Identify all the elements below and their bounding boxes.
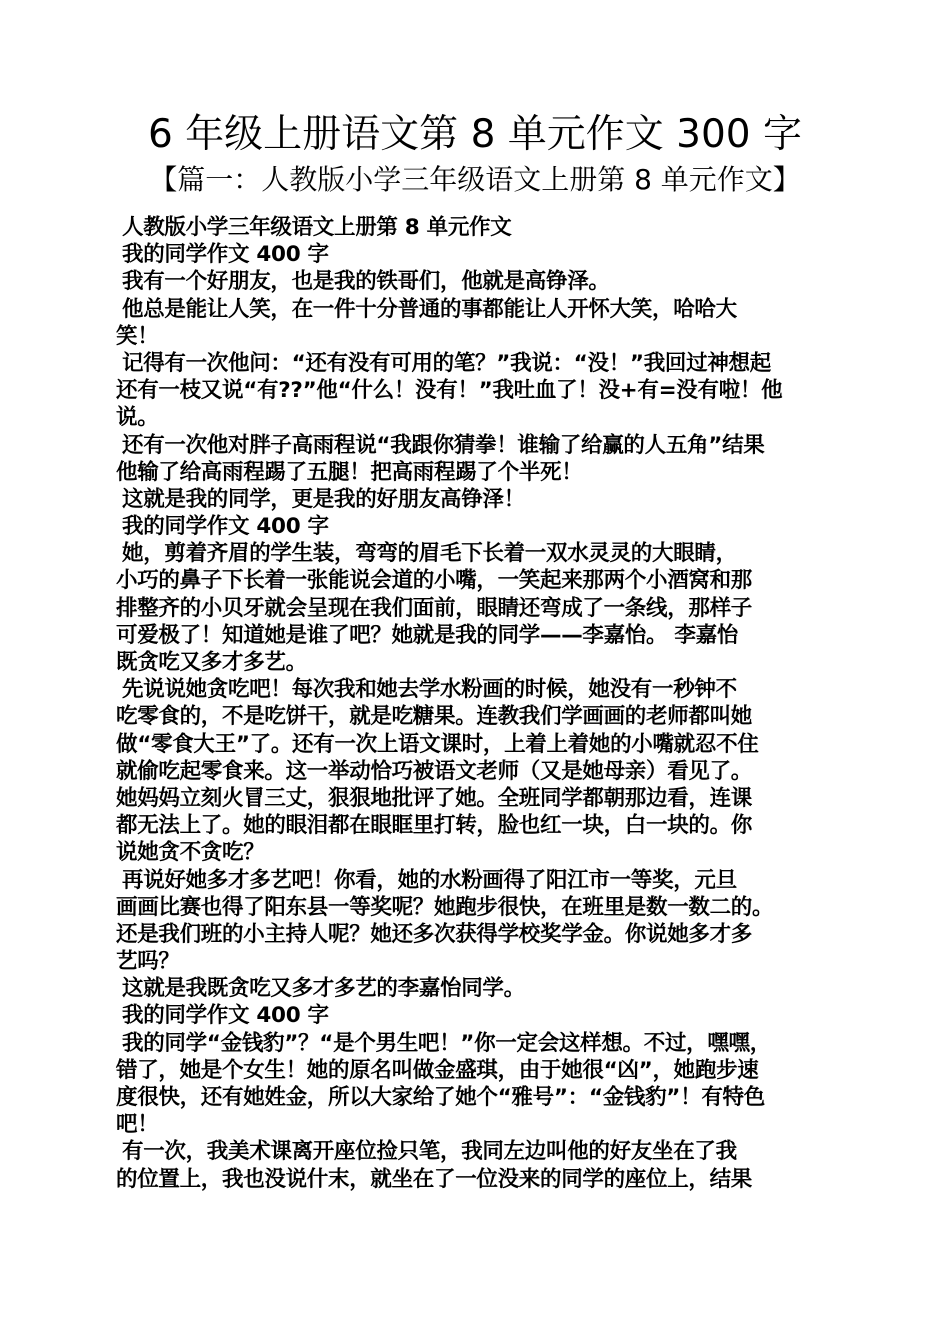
text-line: 人教版小学三年级语文上册第 8 单元作文: [122, 215, 512, 240]
text-line: 我的同学“金钱豹”？“是个男生吧！”你一定会这样想。不过，嘿嘿，: [122, 1030, 771, 1056]
text-line: 做“零食大王”了。还有一次上语文课时，上着上着她的小嘴就忍不住: [116, 731, 759, 757]
text-line: 吃零食的，不是吃饼干，就是吃糖果。连教我们学画画的老师都叫她: [116, 704, 753, 730]
text-line: 还有一次他对胖子高雨程说“我跟你猜拳！谁输了给赢的人五角”结果: [122, 432, 765, 458]
text-line: 他总是能让人笑，在一件十分普通的事都能让人开怀大笑，哈哈大: [122, 296, 737, 322]
text-line: 可爱极了！知道她是谁了吧？她就是我的同学——李嘉怡。 李嘉怡: [116, 622, 738, 648]
text-line: 我的同学作文 400 字: [122, 514, 329, 540]
text-line: 还是我们班的小主持人呢？她还多次获得学校奖学金。你说她多才多: [116, 921, 753, 947]
text-line: 他输了给高雨程踢了五腿！把高雨程踢了个半死！: [116, 459, 583, 485]
text-line: 都无法上了。她的眼泪都在眼眶里打转，脸也红一块，白一块的。你: [116, 813, 753, 839]
text-line: 先说说她贪吃吧！每次我和她去学水粉画的时候，她没有一秒钟不: [122, 677, 737, 703]
text-line: 说。: [116, 405, 159, 431]
text-line: 这就是我的同学，更是我的好朋友高铮泽！: [122, 486, 525, 512]
text-line: 的位置上，我也没说什末，就坐在了一位没来的同学的座位上，结果: [116, 1166, 753, 1192]
text-line: 我的同学作文 400 字: [122, 242, 329, 268]
text-line: 她妈妈立刻火冒三丈，狠狠地批评了她。全班同学都朝那边看，连课: [116, 785, 753, 811]
text-line: 错了，她是个女生！她的原名叫做金盛琪，由于她很“凶”，她跑步速: [116, 1057, 759, 1083]
text-line: 既贪吃又多才多艺。: [116, 650, 307, 675]
text-line: 这就是我既贪吃又多才多艺的李嘉怡同学。: [122, 976, 525, 1002]
text-line: 艺吗？: [116, 949, 180, 975]
document-subtitle: 【篇一：人教版小学三年级语文上册第 8 单元作文】: [149, 163, 801, 196]
text-line: 有一次，我美术课离开座位捡只笔，我同左边叫他的好友坐在了我: [122, 1139, 737, 1165]
text-line: 记得有一次他问：“还有没有可用的笔？”我说：“没！”我回过神想起: [122, 350, 771, 376]
text-line: 还有一枝又说“有??”他“什么！没有！”我吐血了！没+有=没有啦！他: [116, 378, 783, 404]
document-title: 6 年级上册语文第 8 单元作文 300 字: [147, 112, 803, 157]
text-line: 吧！: [116, 1112, 159, 1138]
text-line: 我的同学作文 400 字: [122, 1003, 329, 1029]
text-line: 就偷吃起零食来。这一举动恰巧被语文老师（又是她母亲）看见了。: [116, 758, 753, 784]
text-line: 排整齐的小贝牙就会呈现在我们面前，眼睛还弯成了一条线，那样子: [116, 595, 753, 621]
text-line: 再说好她多才多艺吧！你看，她的水粉画得了阳江市一等奖，元旦: [122, 867, 737, 893]
text-line: 画画比赛也得了阳东县一等奖呢？她跑步很快，在班里是数一数二的。: [116, 894, 774, 920]
text-line: 度很快，还有她姓金，所以大家给了她个“雅号”：“金钱豹”！有特色: [116, 1085, 765, 1110]
text-line: 小巧的鼻子下长着一张能说会道的小嘴，一笑起来那两个小酒窝和那: [116, 568, 753, 594]
text-line: 笑！: [116, 323, 159, 349]
text-line: 说她贪不贪吃？: [116, 840, 265, 866]
document-body: [116, 214, 846, 1193]
text-line: 我有一个好朋友，也是我的铁哥们，他就是高铮泽。: [122, 269, 610, 295]
text-line: 她，剪着齐眉的学生装，弯弯的眉毛下长着一双水灵灵的大眼睛，: [122, 541, 737, 567]
